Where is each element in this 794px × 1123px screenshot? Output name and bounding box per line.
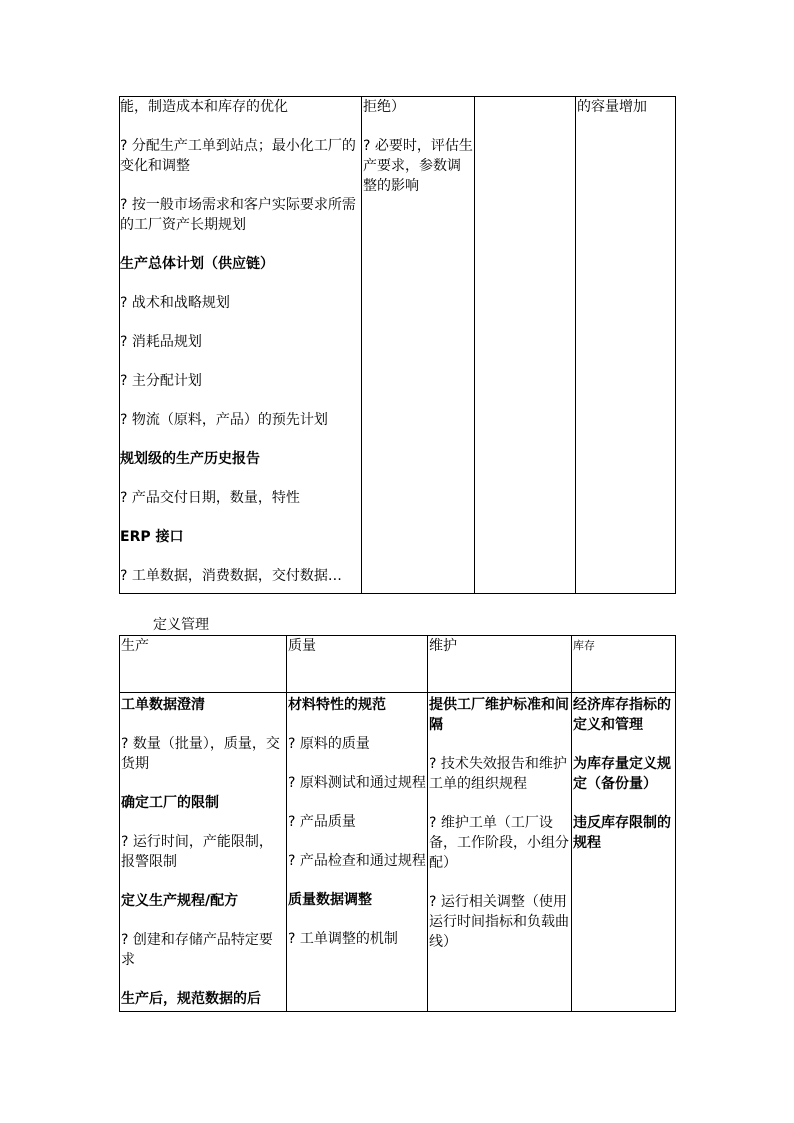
paragraph: ? 原料测试和通过规程 xyxy=(288,775,426,791)
paragraph: ? 创建和存储产品特定要求 xyxy=(121,932,273,968)
paragraph: ? 分配生产工单到站点；最小化工厂的变化和调整 xyxy=(120,138,356,174)
paragraph: ? 战术和战略规划 xyxy=(120,295,230,311)
paragraph: ? 数量（批量），质量，交货期 xyxy=(121,736,280,772)
paragraph: 的容量增加 xyxy=(577,99,647,115)
inventory-cell xyxy=(572,693,676,1012)
header-inventory: 库存 xyxy=(572,636,676,693)
paragraph-heading: 经济库存指标的定义和管理 xyxy=(573,697,671,733)
paragraph: ? 工单调整的机制 xyxy=(288,931,398,947)
paragraph-heading: 材料特性的规范 xyxy=(288,697,386,713)
paragraph: ? 运行时间，产能限制，报警限制 xyxy=(121,834,273,870)
paragraph-heading: 工单数据澄清 xyxy=(121,697,205,713)
paragraph: 能，制造成本和库存的优化 xyxy=(120,99,288,115)
paragraph: ? 技术失效报告和维护工单的组织规程 xyxy=(429,756,567,792)
paragraph: 拒绝） xyxy=(363,99,405,115)
paragraph-heading: 质量数据调整 xyxy=(288,892,372,908)
definition-management-table xyxy=(119,635,676,1012)
paragraph: ? 必要时，评估生产要求，参数调整的影响 xyxy=(363,138,473,194)
paragraph-heading: 违反库存限制的规程 xyxy=(573,815,671,851)
paragraph-heading: 为库存量定义规定（备份量） xyxy=(573,756,671,792)
table1-col3 xyxy=(475,97,576,594)
paragraph: ? 物流（原料，产品）的预先计划 xyxy=(120,412,328,428)
paragraph: ? 消耗品规划 xyxy=(120,334,202,350)
paragraph-heading: 生产后，规范数据的后 xyxy=(121,991,261,1007)
paragraph: ? 维护工单（工厂设备，工作阶段，小组分配） xyxy=(429,815,569,871)
paragraph: ? 按一般市场需求和客户实际要求所需的工厂资产长期规划 xyxy=(120,197,356,233)
maintenance-cell xyxy=(428,693,572,1012)
paragraph: ? 产品质量 xyxy=(288,814,356,830)
section-title: 定义管理 xyxy=(153,617,209,633)
paragraph-heading: 定义生产规程/配方 xyxy=(121,893,239,909)
capacity-table-continued xyxy=(119,96,676,594)
paragraph: ? 运行相关调整（使用运行时间指标和负载曲线） xyxy=(429,894,569,950)
paragraph-heading: 提供工厂维护标准和间隔 xyxy=(429,697,569,733)
paragraph: ? 工单数据，消费数据，交付数据… xyxy=(120,568,342,584)
table1-col2 xyxy=(362,97,475,594)
paragraph-heading: 确定工厂的限制 xyxy=(121,795,219,811)
paragraph-heading: ERP 接口 xyxy=(120,529,184,545)
table1-col4 xyxy=(576,97,676,594)
paragraph-heading: 生产总体计划（供应链） xyxy=(120,256,274,272)
paragraph: ? 主分配计划 xyxy=(120,373,202,389)
production-cell xyxy=(120,693,287,1012)
quality-cell xyxy=(287,693,428,1012)
paragraph: ? 产品检查和通过规程 xyxy=(288,853,426,869)
header-maintenance: 维护 xyxy=(428,636,572,693)
header-production: 生产 xyxy=(120,636,287,693)
paragraph: ? 原料的质量 xyxy=(288,736,370,752)
paragraph: ? 产品交付日期，数量，特性 xyxy=(120,490,300,506)
paragraph-heading: 规划级的生产历史报告 xyxy=(120,451,260,467)
header-quality: 质量 xyxy=(287,636,428,693)
table1-col1 xyxy=(120,97,362,594)
